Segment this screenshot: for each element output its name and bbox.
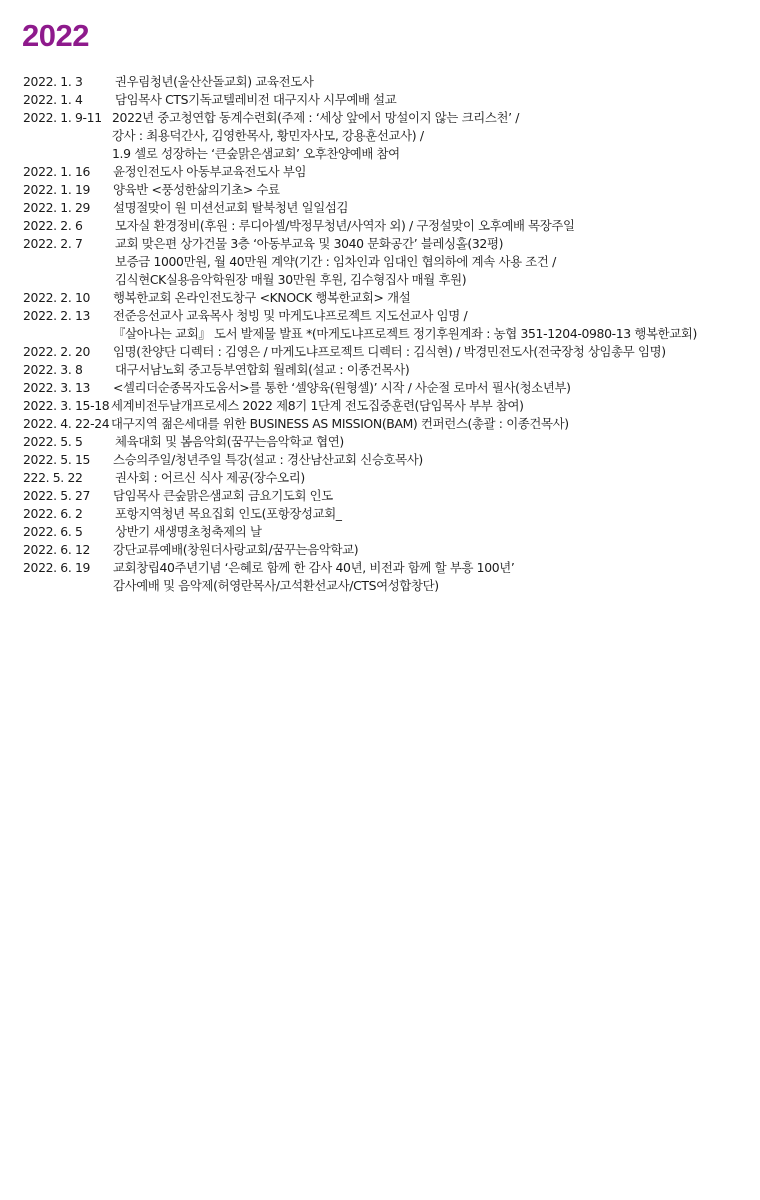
entry-description: [111, 109, 753, 163]
timeline-entry: [23, 433, 753, 451]
timeline-entry: [23, 109, 753, 163]
timeline-entry: [23, 541, 753, 559]
entry-date: 2022. 5. 5: [23, 434, 83, 449]
entry-description: [111, 541, 753, 559]
entry-text-line: 세계비전두날개프로세스 2022 제8기 1단계 전도집중훈련(담임목사 부부 참여): [111, 398, 524, 413]
page-title: 2022: [22, 18, 89, 53]
timeline-entry: [23, 397, 753, 415]
entry-description: [111, 199, 753, 217]
entry-date: 2022. 6. 12: [23, 542, 91, 557]
entry-date: 2022. 3. 15-18: [23, 398, 110, 413]
entry-text-line: 강단교류예배(창원더사랑교회/꿈꾸는음악학교): [113, 542, 359, 557]
entry-text-line: 1.9 셀로 성장하는 ‘큰숲맑은샘교회’ 오후찬양예배 참여: [112, 146, 400, 161]
timeline-entry: [23, 181, 753, 199]
entry-description: [111, 361, 753, 379]
entry-description: [111, 415, 753, 433]
timeline-entry: [23, 289, 753, 307]
entry-text-line: 권사회 : 어르신 식사 제공(장수오리): [115, 470, 305, 485]
entry-text-line: 『살아나는 교회』 도서 발제물 발표 *(마게도냐프로젝트 정기후원계좌 : 농협 351-1204-0980-13 행복한교회): [113, 326, 697, 341]
entry-date: 2022. 2. 13: [23, 308, 91, 323]
entry-text-line: 상반기 새생명초청축제의 날: [115, 524, 262, 539]
entry-text-line: 감사예배 및 음악제(허영란목사/고석환선교사/CTS여성합창단): [113, 578, 439, 593]
entry-text-line: 설명절맞이 원 미션선교회 탈북청년 일일섬김: [113, 200, 349, 215]
entry-description: [111, 73, 753, 91]
entry-text-line: 대구지역 젊은세대를 위한 BUSINESS AS MISSION(BAM) 컨퍼런스(총괄 : 이종건목사): [111, 416, 569, 431]
entry-date: 2022. 2. 7: [23, 236, 83, 251]
entry-date: 2022. 1. 3: [23, 74, 83, 89]
timeline-entry: [23, 469, 753, 487]
entry-date: 2022. 3. 8: [23, 362, 83, 377]
timeline-entry: [23, 451, 753, 469]
entry-date: 2022. 5. 15: [23, 452, 91, 467]
entry-description: [111, 379, 753, 397]
entry-text-line: 교회창립40주년기념 ‘은혜로 함께 한 감사 40년, 비전과 함께 할 부흥 100년’: [113, 560, 515, 575]
timeline-entry: [23, 415, 753, 433]
timeline-entry: [23, 163, 753, 181]
entry-text-line: 전준응선교사 교육목사 청빙 및 마게도냐프로젝트 지도선교사 임명 /: [113, 308, 468, 323]
entry-description: [111, 433, 753, 451]
entry-text-line: 담임목사 큰숲맑은샘교회 금요기도회 인도: [113, 488, 333, 503]
entry-description: [111, 235, 753, 289]
entry-description: [111, 469, 753, 487]
entry-text-line: 강사 : 최용덕간사, 김영한목사, 황민자사모, 강용훈선교사) /: [112, 128, 424, 143]
entry-text-line: 보증금 1000만원, 월 40만원 계약(기간 : 임차인과 임대인 협의하에 계속 사용 조건 /: [115, 254, 556, 269]
entry-description: [111, 343, 753, 361]
entry-date: 2022. 3. 13: [23, 380, 91, 395]
entry-description: [111, 289, 753, 307]
timeline-entry: [23, 217, 753, 235]
entry-date: 2022. 1. 19: [23, 182, 91, 197]
entry-date: 2022. 4. 22-24: [23, 416, 110, 431]
history-timeline: [23, 73, 753, 595]
entry-text-line: 2022년 중고청연합 동계수련회(주제 : ‘세상 앞에서 망설이지 않는 크리스천’ /: [112, 110, 520, 125]
timeline-entry: [23, 379, 753, 397]
timeline-entry: [23, 487, 753, 505]
timeline-entry: [23, 73, 753, 91]
entry-date: 2022. 1. 29: [23, 200, 91, 215]
entry-text-line: 교회 맞은편 상가건물 3층 ‘아동부교육 및 3040 문화공간’ 블레싱홀(32평): [115, 236, 504, 251]
entry-text-line: 체육대회 및 봄음악회(꿈꾸는음악학교 협연): [115, 434, 344, 449]
entry-text-line: 김식현CK실용음악학원장 매월 30만원 후원, 김수형집사 매월 후원): [115, 272, 467, 287]
timeline-entry: [23, 235, 753, 289]
timeline-entry: [23, 361, 753, 379]
timeline-entry: [23, 523, 753, 541]
entry-description: [111, 559, 753, 595]
entry-text-line: 임명(찬양단 디렉터 : 김영은 / 마게도냐프로젝트 디렉터 : 김식현) / 박경민전도사(전국장청 상임총무 임명): [113, 344, 666, 359]
entry-text-line: 스승의주일/청년주일 특강(설교 : 경산남산교회 신승호목사): [113, 452, 423, 467]
timeline-entry: [23, 307, 753, 343]
entry-date: 222. 5. 22: [23, 470, 83, 485]
timeline-entry: [23, 91, 753, 109]
entry-description: [111, 163, 753, 181]
entry-text-line: 양육반 <풍성한삶의기초> 수료: [113, 182, 280, 197]
entry-date: 2022. 1. 16: [23, 164, 91, 179]
timeline-entry: [23, 505, 753, 523]
entry-text-line: 행복한교회 온라인전도창구 <KNOCK 행복한교회> 개설: [113, 290, 411, 305]
entry-description: [111, 451, 753, 469]
entry-description: [111, 181, 753, 199]
entry-text-line: 모자실 환경정비(후원 : 루디아셀/박정무청년/사역자 외) / 구정설맞이 오후예배 목장주일: [115, 218, 575, 233]
timeline-entry: [23, 343, 753, 361]
entry-date: 2022. 5. 27: [23, 488, 91, 503]
entry-date: 2022. 6. 2: [23, 506, 83, 521]
entry-text-line: 대구서남노회 중고등부연합회 월례회(설교 : 이종건목사): [115, 362, 410, 377]
timeline-entry: [23, 559, 753, 595]
entry-description: [111, 505, 753, 523]
entry-text-line: <셀리더순종목자도움서>를 통한 ‘셀양육(원형셀)’ 시작 / 사순절 로마서 필사(청소년부): [113, 380, 571, 395]
entry-description: [111, 397, 753, 415]
entry-date: 2022. 6. 19: [23, 560, 91, 575]
entry-date: 2022. 1. 4: [23, 92, 83, 107]
entry-description: [111, 217, 753, 235]
entry-description: [111, 487, 753, 505]
entry-description: [111, 523, 753, 541]
entry-text-line: 담임목사 CTS기독교텔레비전 대구지사 시무예배 설교: [115, 92, 397, 107]
entry-text-line: 권우림청년(울산산돌교회) 교육전도사: [115, 74, 314, 89]
entry-date: 2022. 6. 5: [23, 524, 83, 539]
timeline-entry: [23, 199, 753, 217]
entry-description: [111, 91, 753, 109]
entry-description: [111, 307, 753, 343]
entry-date: 2022. 2. 20: [23, 344, 91, 359]
entry-text-line: 윤정인전도사 아동부교육전도사 부임: [113, 164, 307, 179]
entry-date: 2022. 1. 9-11: [23, 110, 102, 125]
entry-date: 2022. 2. 6: [23, 218, 83, 233]
entry-date: 2022. 2. 10: [23, 290, 91, 305]
entry-text-line: 포항지역청년 목요집회 인도(포항장성교회_: [115, 506, 342, 521]
